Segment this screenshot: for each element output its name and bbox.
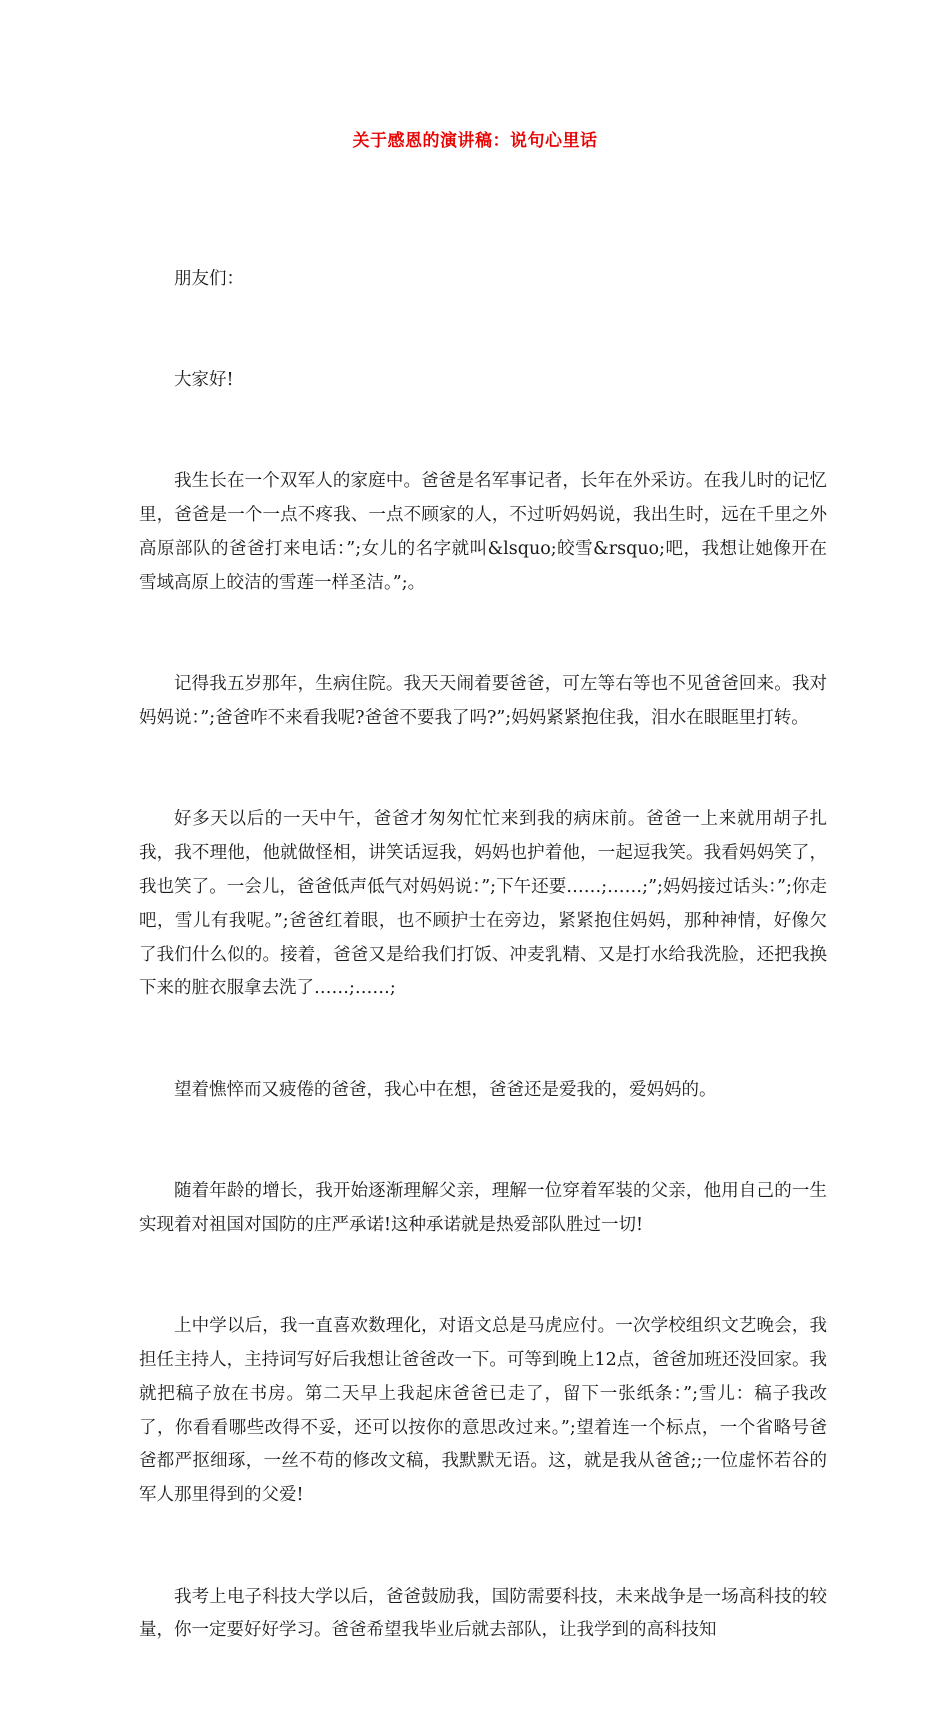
- body-paragraph: 望着憔悴而又疲倦的爸爸，我心中在想，爸爸还是爱我的，爱妈妈的。: [174, 1079, 717, 1100]
- greeting: 大家好!: [174, 369, 234, 390]
- body-paragraph: 好多天以后的一天中午，爸爸才匆匆忙忙来到我的病床前。爸爸一上来就用胡子扎我，我不理他，他就做怪相，讲笑话逗我，妈妈也护着他，一起逗我笑。我看妈妈笑了，我也笑了。一会儿，爸爸低声低气对妈妈说：”;下午还要……;……;”;妈妈接过话头：”;你走吧，雪儿有我呢。”;爸爸红着眼，也不顾护士在旁边，紧紧抱住妈妈，那种神情，好像欠了我们什么似的。接着，爸爸又是给我们打饭、冲麦乳精、又是打水给我洗脸，还把我换下来的脏衣服拿去洗了……;……;: [139, 809, 827, 999]
- body-paragraph: 随着年龄的增长，我开始逐渐理解父亲，理解一位穿着军装的父亲，他用自己的一生实现着对祖国对国防的庄严承诺!这种承诺就是热爱部队胜过一切!: [139, 1181, 827, 1235]
- body-paragraph: 记得我五岁那年，生病住院。我天天闹着要爸爸，可左等右等也不见爸爸回来。我对妈妈说：”;爸爸咋不来看我呢?爸爸不要我了吗?”;妈妈紧紧抱住我，泪水在眼眶里打转。: [139, 674, 827, 728]
- body-paragraph: 上中学以后，我一直喜欢数理化，对语文总是马虎应付。一次学校组织文艺晚会，我担任主持人，主持词写好后我想让爸爸改一下。可等到晚上12点，爸爸加班还没回家。我就把稿子放在书房。第二天早上我起床爸爸已走了，留下一张纸条：”;雪儿：稿子我改了，你看看哪些改得不妥，还可以按你的意思改过来。”;望着连一个标点，一个省略号爸爸都严抠细琢，一丝不苟的修改文稿，我默默无语。这，就是我从爸爸;;一位虚怀若谷的军人那里得到的父爱!: [139, 1316, 827, 1506]
- body-paragraph: 我考上电子科技大学以后，爸爸鼓励我，国防需要科技，未来战争是一场高科技的较量，你一定要好好学习。爸爸希望我毕业后就去部队，让我学到的高科技知: [139, 1586, 827, 1641]
- body-paragraph: 我生长在一个双军人的家庭中。爸爸是名军事记者，长年在外采访。在我儿时的记忆里，爸爸是一个一点不疼我、一点不顾家的人，不过听妈妈说，我出生时，远在千里之外高原部队的爸爸打来电话：”;女儿的名字就叫&lsquo;皎雪&rsquo;吧，我想让她像开在雪域高原上皎洁的雪莲一样圣洁。”;。: [139, 471, 827, 593]
- salutation: 朋友们：: [174, 268, 244, 289]
- document-body: [139, 195, 827, 1716]
- document-title: 关于感恩的演讲稿：说句心里话: [352, 131, 598, 151]
